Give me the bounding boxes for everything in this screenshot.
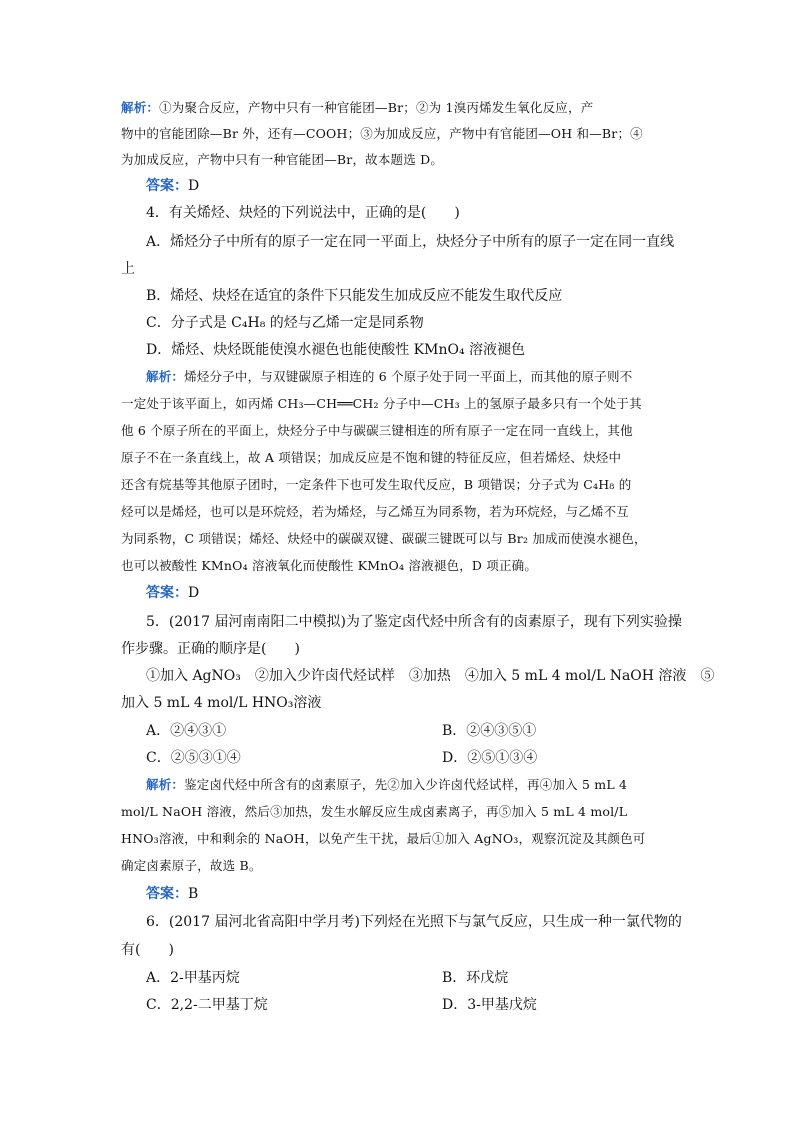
analysis-line: 也可以被酸性 KMnO₄ 溶液氧化而使酸性 KMnO₄ 溶液褪色，D 项正确。 <box>121 558 538 573</box>
answer-label: 答案： <box>146 178 188 194</box>
analysis-line: 一定处于该平面上，如丙烯 CH₃—CH══CH₂ 分子中—CH₃ 上的氢原子最多只有一个处于其 <box>121 396 642 411</box>
analysis-text: 烯烃分子中，与双键碳原子相连的 6 个原子处于同一平面上，而其他的原子则不 <box>184 369 633 384</box>
analysis-line <box>146 367 702 387</box>
question-4-option-a-cont: 上 <box>121 261 135 277</box>
analysis-label: 解析： <box>146 777 185 792</box>
question-5-steps: ①加入 AgNO₃ ②加入少许卤代烃试样 ③加热 ④加入 5 mL 4 mol/L NaOH 溶液 ⑤ <box>146 668 715 684</box>
analysis-line <box>146 775 702 795</box>
analysis-line: 他 6 个原子所在的平面上，炔烃分子中与碳碳三键相连的所有原子一定在同一直线上，其他 <box>121 423 633 438</box>
question-6-option-d: D．3-甲基戊烷 <box>442 997 537 1013</box>
analysis-line <box>121 98 677 118</box>
question-6-option-c: C．2,2-二甲基丁烷 <box>146 997 268 1013</box>
question-5-stem: 5．(2017 届河南南阳二中模拟)为了鉴定卤代烃中所含有的卤素原子，现有下列实验操 <box>146 614 682 630</box>
question-5-stem-cont: 作步骤。正确的顺序是( ) <box>121 641 300 657</box>
question-6-stem: 6．(2017 届河北省高阳中学月考)下列烃在光照下与氯气反应，只生成一种一氯代物的 <box>146 914 682 930</box>
answer-value: B <box>188 886 199 902</box>
analysis-text: ①为聚合反应，产物中只有一种官能团—Br；②为 1溴丙烯发生氧化反应，产 <box>159 100 594 115</box>
question-4-option-c: C．分子式是 C₄H₈ 的烃与乙烯一定是同系物 <box>146 315 424 331</box>
question-5-option-c: C．②⑤③①④ <box>146 750 241 766</box>
question-6-options-row-1 <box>146 968 702 988</box>
analysis-line: 烃可以是烯烃，也可以是环烷烃，若为烯烃，与乙烯互为同系物，若为环烷烃，与乙烯不互 <box>121 504 630 519</box>
answer-label: 答案： <box>146 585 188 601</box>
analysis-label: 解析： <box>121 100 160 115</box>
analysis-line: HNO₃溶液，中和剩余的 NaOH，以免产生干扰，最后①加入 AgNO₃，观察沉淀及其颜色可 <box>121 831 646 846</box>
analysis-label: 解析： <box>146 369 185 384</box>
analysis-line: 为加成反应，产物中只有一种官能团—Br，故本题选 D。 <box>121 152 444 167</box>
question-6-options-row-2 <box>146 995 702 1015</box>
question-6-stem-cont: 有( ) <box>121 942 174 958</box>
analysis-line: 为同系物，C 项错误；烯烃、炔烃中的碳碳双键、碳碳三键既可以与 Br₂ 加成而使溴水褪色， <box>121 531 647 546</box>
answer-value: D <box>188 178 200 194</box>
question-4-option-b: B．烯烃、炔烃在适宜的条件下只能发生加成反应不能发生取代反应 <box>146 288 563 304</box>
question-5-steps-cont: 加入 5 mL 4 mol/L HNO₃溶液 <box>121 695 322 711</box>
analysis-line: 原子不在一条直线上，故 A 项错误；加成反应是不饱和键的特征反应，但若烯烃、炔烃中 <box>121 450 622 465</box>
question-4-option-d: D．烯烃、炔烃既能使溴水褪色也能使酸性 KMnO₄ 溶液褪色 <box>146 342 526 358</box>
answer-label: 答案： <box>146 886 188 902</box>
question-6-option-b: B．环戊烷 <box>442 970 509 986</box>
question-5-options-row-1 <box>146 721 702 741</box>
question-5-option-d: D．②⑤①③④ <box>442 750 538 766</box>
analysis-line: 确定卤素原子，故选 B。 <box>121 858 262 873</box>
analysis-line: 物中的官能团除—Br 外，还有—COOH；③为加成反应，产物中有官能团—OH 和—Br；④ <box>121 126 643 141</box>
question-5-option-a: A．②④③① <box>146 723 227 739</box>
answer-line <box>146 176 702 196</box>
question-4-option-a: A．烯烃分子中所有的原子一定在同一平面上，炔烃分子中所有的原子一定在同一直线 <box>146 234 675 250</box>
question-5-option-b: B．②④③⑤① <box>442 723 537 739</box>
analysis-line: 还含有烷基等其他原子团时，一定条件下也可发生取代反应，B 项错误；分子式为 C₄H₈ 的 <box>121 477 632 492</box>
answer-line <box>146 884 702 904</box>
answer-line <box>146 583 702 603</box>
question-4-stem: 4．有关烯烃、炔烃的下列说法中，正确的是( ) <box>146 205 460 221</box>
answer-value: D <box>188 585 200 601</box>
question-5-options-row-2 <box>146 748 702 768</box>
analysis-line: mol/L NaOH 溶液，然后③加热，发生水解反应生成卤素离子，再⑤加入 5 mL 4 mol/L <box>121 804 628 819</box>
question-6-option-a: A．2-甲基丙烷 <box>146 970 240 986</box>
analysis-text: 鉴定卤代烃中所含有的卤素原子，先②加入少许卤代烃试样，再④加入 5 mL 4 <box>184 777 628 792</box>
